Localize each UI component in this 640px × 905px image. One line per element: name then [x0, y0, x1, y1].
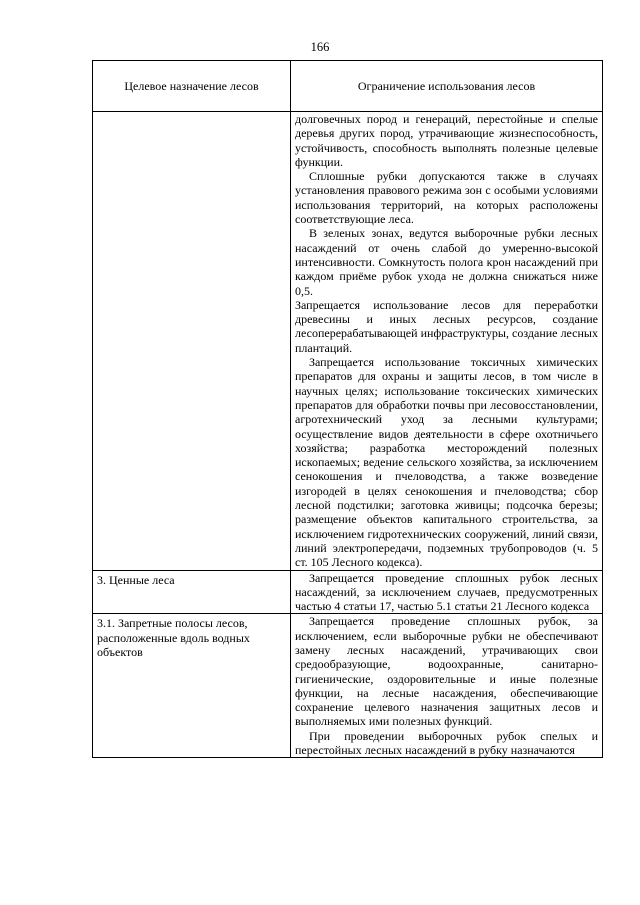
- paragraph: В зеленых зонах, ведутся выборочные рубки лесных насаждений от очень слабой до умеренно-высокой интенсивности. Сомкнутость полога крон насаждений при каждом приёме рубок ухода не должна снижаться ниже 0,5.: [295, 226, 598, 298]
- table-row: [93, 570, 603, 614]
- row-restrictions: [291, 570, 603, 614]
- row-purpose: 3.1. Запретные полосы лесов, расположенные вдоль водных объектов: [93, 614, 291, 758]
- row-purpose: [93, 112, 291, 571]
- table-row: [93, 614, 603, 758]
- header-purpose: Целевое назначение лесов: [93, 61, 291, 112]
- row-restrictions: [291, 112, 603, 571]
- table-header-row: [93, 61, 603, 112]
- forest-use-table: [92, 60, 603, 758]
- row-restrictions: [291, 614, 603, 758]
- paragraph: Запрещается проведение сплошных рубок, за исключением, если выборочные рубки не обеспечивают замену лесных насаждений, утрачивающих свои средообразующие, водоохранные, санитарно-гигиенические, оздоровительные и иные полезные функции, на лесные насаждения, обеспечивающие сохранение целевого назначения защитных лесов и выполняемых ими полезных функций.: [295, 614, 598, 729]
- paragraph: Запрещается использование лесов для переработки древесины и иных лесных ресурсов, создание лесоперерабатывающей инфраструктуры, создание лесных плантаций.: [295, 297, 598, 355]
- table-row: [93, 112, 603, 571]
- paragraph: Запрещается проведение сплошных рубок лесных насаждений, за исключением случаев, предусмотренных частью 4 статьи 17, частью 5.1 статьи 21 Лесного кодекса: [295, 570, 598, 614]
- row-purpose: 3. Ценные леса: [93, 570, 291, 614]
- header-restrictions: Ограничение использования лесов: [291, 61, 603, 112]
- paragraph: При проведении выборочных рубок спелых и перестойных лесных насаждений в рубку назначаются: [295, 728, 598, 758]
- paragraph: Запрещается использование токсичных химических препаратов для охраны и защиты лесов, в том числе в научных целях; использование токсических химических препаратов для обработки почвы при лесовосстановлении, агротехнический уход за лесными культурами; осуществление видов деятельности в сфере охотничьего хозяйства; разработка месторождений полезных ископаемых; ведение сельского хозяйства, за исключением сенокошения и пчеловодства, а также возведение изгородей в целях сенокошения и пчеловодства; сбор лесной подстилки; заготовка живицы; подсочка березы; размещение объектов капитального строительства, за исключением гидротехнических сооружений, линий связи, линий электропередачи, подземных трубопроводов (ч. 5 ст. 105 Лесного кодекса).: [295, 355, 598, 570]
- paragraph: Сплошные рубки допускаются также в случаях установления правового режима зон с особыми условиями использования территорий, на которых расположены соответствующие леса.: [295, 169, 598, 227]
- paragraph: долговечных пород и генераций, перестойные и спелые деревья других пород, утрачивающие жизнеспособность, устойчивость, способность выполнять полезные целевые функции.: [295, 112, 598, 169]
- page-number: 166: [310, 40, 330, 54]
